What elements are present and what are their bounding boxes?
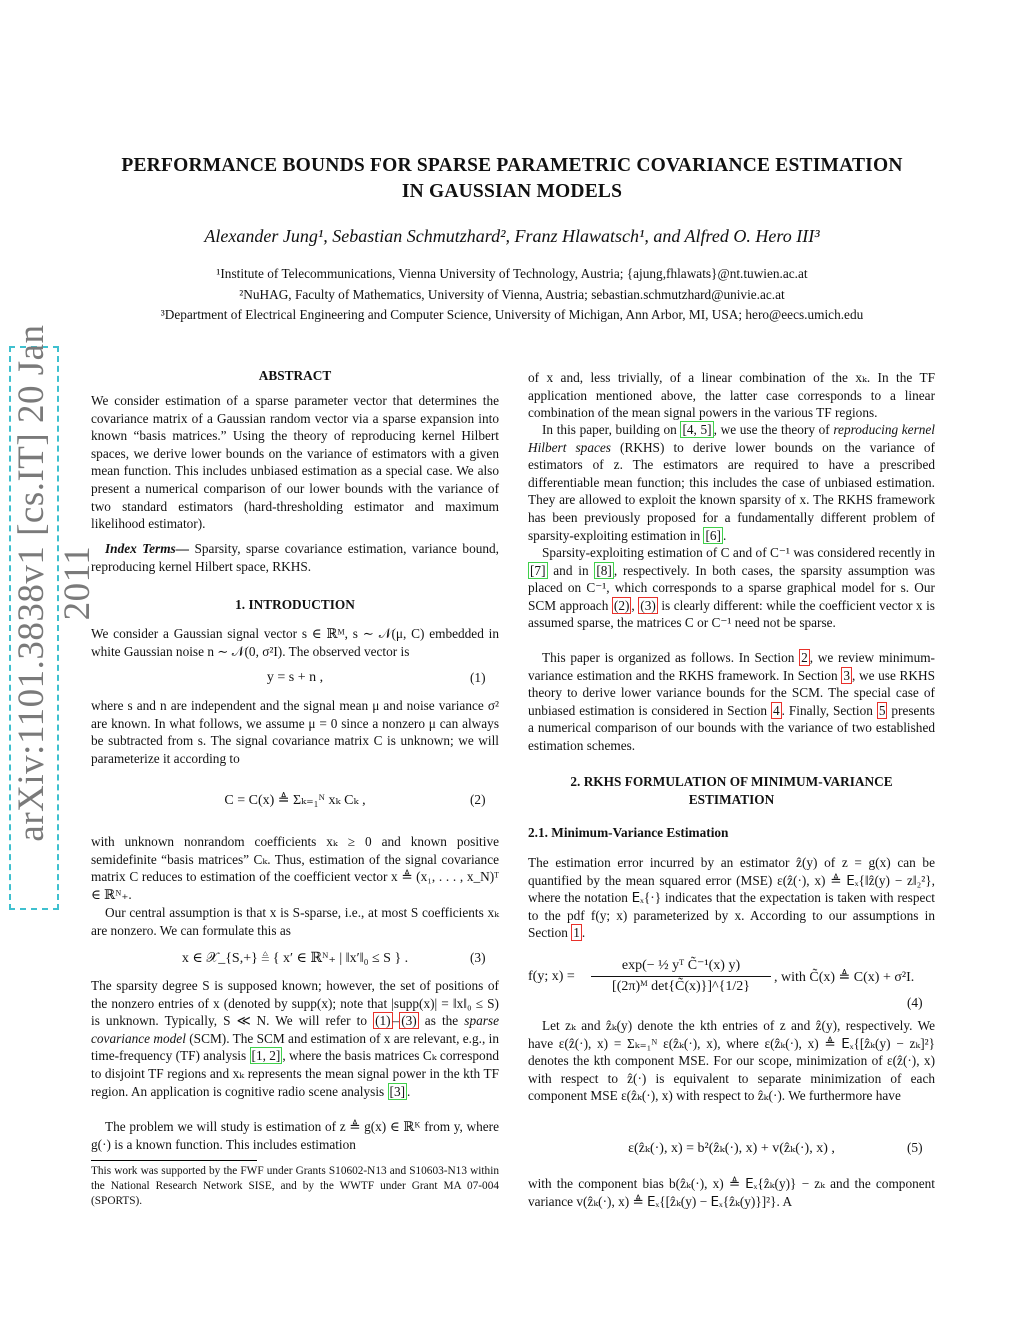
subsection-2-1-heading: 2.1. Minimum-Variance Estimation (528, 825, 729, 840)
affiliation-1: ¹Institute of Telecommunications, Vienna University of Technology, Austria; {ajung,fhlawats}@nt.tuwien.ac.at (216, 266, 808, 281)
citation-link[interactable]: [4, 5] (682, 422, 712, 437)
equation-ref-3[interactable]: (3) (401, 1013, 417, 1029)
right-paragraph-1: of x and, less trivially, of a linear combination of the xₖ. In the TF application mentioned above, the latter case corresponds to a linear combination of the mean signal powers in the various TF regions. (528, 370, 935, 421)
intro-paragraph-6-text: The problem we will study is estimation of z ≜ g(x) ∈ ℝᴷ from y, where g(·) is a known function. This includes estimation (91, 1119, 499, 1152)
intro-paragraph-5: The sparsity degree S is supposed known; however, the set of positions of the nonzero entries of x (denoted by supp(x); note that |supp(x)| = ‖x‖₀ ≤ S) is unknown. Typically, S ≪ N. We will refer to (1) – (3) as the sparse covariance model (SCM). The SCM and estimation of x are relevant, e.g., in time-frequency (TF) analysis [1, 2] , where the basis matrices Cₖ correspond to disjoint TF regions and xₖ represents the mean signal power in the kth TF region. An application is cognitive radio scene analysis [3] . (91, 978, 499, 1099)
abstract-heading: ABSTRACT (258, 368, 332, 383)
equation-3-number: (3) (470, 950, 486, 965)
equation-4 (528, 957, 935, 1005)
affiliation-2: ²NuHAG, Faculty of Mathematics, University of Vienna, Austria; sebastian.schmutzhard@univie.ac.at (239, 287, 785, 302)
section-ref-2[interactable]: 2 (801, 650, 808, 665)
section-2-heading-line2: ESTIMATION (688, 792, 775, 807)
funding-footnote: This work was supported by the FWF under Grants S10602-N13 and S10603-N13 within the National Research Network SISE, and by the WWTF under Grant MA 07-004 (SPORTS). (91, 1165, 499, 1207)
paper-authors: Alexander Jung¹, Sebastian Schmutzhard², Franz Hlawatsch¹, and Alfred O. Hero III³ (204, 226, 820, 246)
section-ref-1[interactable]: 1 (573, 925, 580, 941)
equation-4-numerator: exp(− ½ yᵀ C̃⁻¹(x) y) (591, 957, 771, 977)
equation-1-number: (1) (470, 670, 486, 685)
section-ref-5[interactable]: 5 (878, 702, 886, 718)
citation-link[interactable]: [3] (389, 1083, 406, 1099)
paper-title-line1: PERFORMANCE BOUNDS FOR SPARSE PARAMETRIC COVARIANCE ESTIMATION (121, 155, 903, 176)
right-paragraph-6-text: Let zₖ and ẑₖ(y) denote the kth entries of z and ẑ(y), respectively. We have ε(ẑ(·), x) = Σₖ₌₁ᴺ ε(ẑₖ(·), x), where ε(ẑₖ(·), x) ≜ 𝖤ₓ{[ẑₖ(y) − zₖ]²} denotes the kth component MSE. For our scope, minimization of ε(ẑ(·), x) with respect to ẑ(·) is equivalent to separate minimization of each component MSE ε(ẑₖ(·), x) with respect to ẑₖ(·). We furthermore have (528, 1018, 935, 1104)
intro-paragraph-2: where s and n are independent and the signal mean μ and noise variance σ² are known. In what follows, we assume μ = 0 since a nonzero μ can always be subtracted from s. The signal covariance matrix C is unknown; we will parameterize it according to (91, 698, 499, 766)
section-2-heading-line1: 2. RKHS FORMULATION OF MINIMUM-VARIANCE (570, 774, 893, 789)
equation-4-number: (4) (907, 995, 923, 1010)
equation-4-rhs: , with C̃(x) ≜ C(x) + σ²I. (774, 970, 915, 985)
arxiv-identifier: arXiv:1101.3838v1 [cs.IT] 20 Jan 2011 (11, 324, 98, 842)
equation-5-number: (5) (907, 1140, 923, 1155)
right-paragraph-3: Sparsity-exploiting estimation of C and of C⁻¹ was considered recently in [7] and in [8] , respectively. In both cases, the sparsity assumption was placed on C⁻¹, which corresponds to a sparse graphical model for s. Our SCM approach (2) , (3) is clearly different: while the coefficient vector x is assumed sparse, the matrices C or C⁻¹ need not be sparse. (528, 545, 935, 631)
paper-title-line2: IN GAUSSIAN MODELS (401, 181, 623, 202)
right-paragraph-7: with the component bias b(ẑₖ(·), x) ≜ 𝖤ₓ{ẑₖ(y)} − zₖ and the component variance v(ẑₖ(·), x) ≜ 𝖤ₓ{[ẑₖ(y) − 𝖤ₓ{ẑₖ(y)}]²}. A (528, 1176, 935, 1209)
intro-paragraph-6 (91, 1118, 499, 1153)
index-terms (91, 540, 499, 575)
equation-4-fraction (591, 957, 771, 995)
citation-link[interactable]: [7] (530, 562, 546, 578)
citation-link[interactable]: [1, 2] (251, 1048, 281, 1064)
intro-paragraph-3: with unknown nonrandom coefficients xₖ ≥ 0 and known positive semidefinite “basis matrices” Cₖ. Thus, estimation of the signal covariance matrix C reduces to estimation of the coefficient vector x ≜ (x₁, . . . , x_N)ᵀ ∈ ℝᴺ₊. (91, 834, 499, 902)
footnote-rule (91, 1160, 257, 1161)
equation-2-number: (2) (470, 792, 486, 807)
citation-link[interactable]: [6] (705, 527, 721, 543)
equation-4-denominator: [(2π)ᴹ det{C̃(x)}]^{1/2} (612, 979, 750, 994)
section-ref-4[interactable]: 4 (772, 702, 780, 718)
right-paragraph-6 (528, 1017, 935, 1105)
right-paragraph-5: The estimation error incurred by an estimator ẑ(y) of z = g(x) can be quantified by the mean squared error (MSE) ε(ẑ(·), x) ≜ 𝖤ₓ{‖ẑ(y) − z‖₂²}, where the notation 𝖤ₓ{·} indicates that the expectation is taken with respect to the pdf f(y; x) parameterized by x. According to our assumptions in Section 1 . (528, 855, 935, 941)
affiliation-3: ³Department of Electrical Engineering and Computer Science, University of Michigan, Ann Arbor, MI, USA; hero@eecs.umich.edu (160, 307, 864, 322)
abstract-text: We consider estimation of a sparse parameter vector that determines the covariance matrix of a Gaussian random vector via a sparse expansion into known “basis matrices.” Using the theory of reproducing kernel Hilbert spaces, we derive lower bounds on the variance of estimators with a given mean function. This includes unbiased estimation as a special case. We also present a numerical comparison of our lower bounds with the variance of two standard estimators (hard-thresholding estimator and maximum likelihood estimator). (91, 393, 499, 532)
intro-paragraph-1: We consider a Gaussian signal vector s ∈ ℝᴹ, s ∼ 𝒩(μ, C) embedded in white Gaussian noise n ∼ 𝒩(0, σ²I). The observed vector is (91, 626, 499, 659)
citation-link[interactable]: [8] (596, 562, 612, 578)
section-ref-3[interactable]: 3 (843, 667, 850, 683)
intro-heading: 1. INTRODUCTION (235, 597, 355, 612)
equation-ref-1[interactable]: (1) (375, 1013, 391, 1029)
equation-1: y = s + n , (266, 670, 324, 685)
equation-5: ε(ẑₖ(·), x) = b²(ẑₖ(·), x) + v(ẑₖ(·), x) , (628, 1141, 835, 1156)
index-terms-text: Sparsity, sparse covariance estimation, variance bound, reproducing kernel Hilbert space, RKHS. (91, 541, 499, 574)
right-paragraph-4: This paper is organized as follows. In Section 2 , we review minimum-variance estimation and the RKHS framework. In Section 3 , we use RKHS theory to derive lower variance bounds for the SCM. The special case of unbiased estimation is considered in Section 4 . Finally, Section 5 presents a numerical comparison of our bounds with the variance of two established estimation schemes. (528, 650, 935, 753)
equation-2: C = C(x) ≜ Σₖ₌₁ᴺ xₖ Cₖ , (224, 793, 366, 808)
right-paragraph-2: In this paper, building on [4, 5] , we use the theory of reproducing kernel Hilbert spaces (RKHS) to derive lower bounds on the variance of estimators of z. The estimators are required to have a prescribed differentiable mean function; this includes the case of unbiased estimation. They are allowed to exploit the known sparsity of x. The RKHS framework has been previously proposed for a fundamentally different problem of sparsity-exploiting estimation in [6] . (528, 422, 935, 543)
equation-ref-2[interactable]: (2) (613, 597, 630, 613)
intro-paragraph-4 (91, 904, 499, 939)
equation-3: x ∈ 𝒳_{S,+} ≜ { x′ ∈ ℝᴺ₊ | ‖x′‖₀ ≤ S } . (181, 951, 409, 966)
index-terms-label: Index Terms— (105, 541, 190, 556)
intro-paragraph-4-text: Our central assumption is that x is S-sparse, i.e., at most S coefficients xₖ are nonzero. We can formulate this as (91, 905, 499, 938)
equation-ref-3[interactable]: (3) (640, 597, 656, 613)
equation-4-lhs: f(y; x) = (528, 969, 575, 984)
